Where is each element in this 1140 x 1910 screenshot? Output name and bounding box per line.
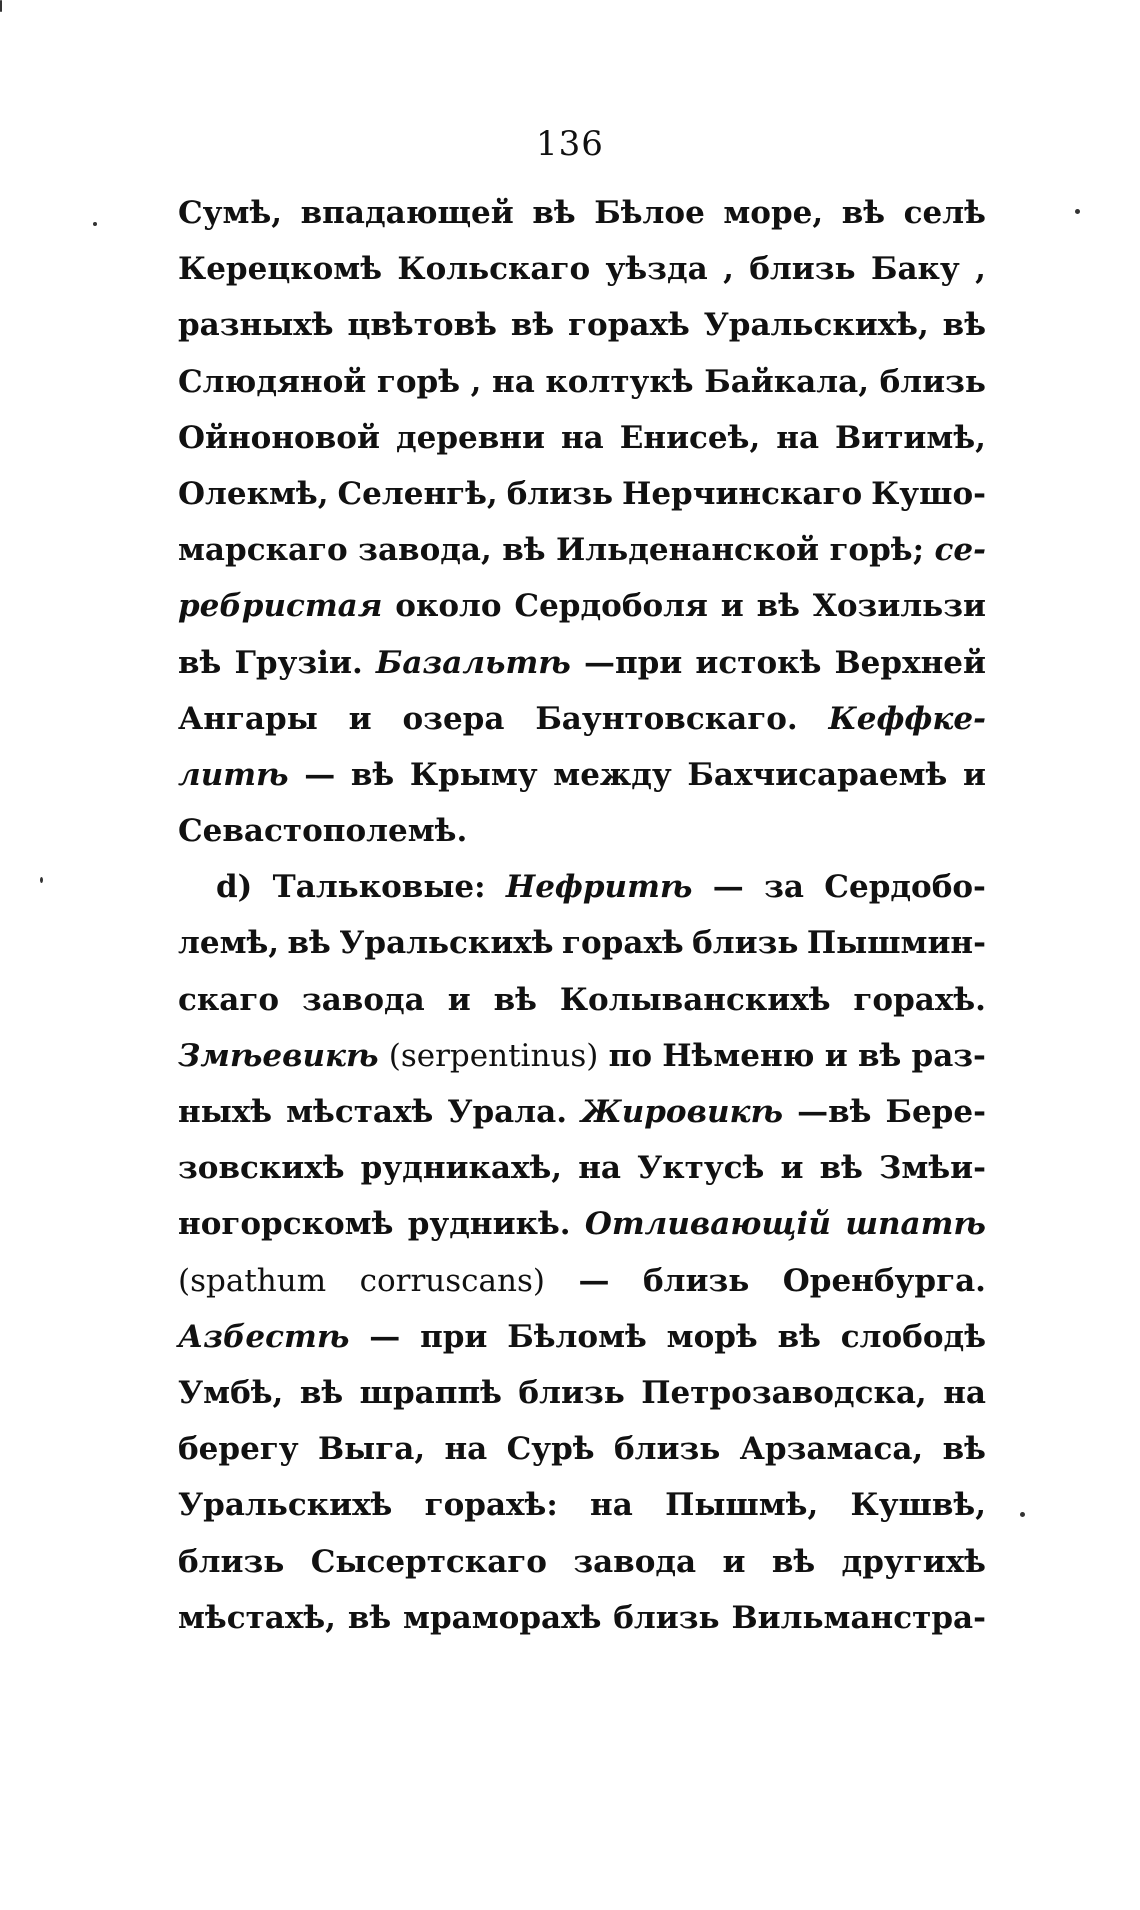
word: Бахчисараемѣ	[687, 756, 948, 793]
page-number: 136	[536, 124, 604, 164]
word: Енисеѣ,	[619, 419, 761, 456]
word: вѣ	[756, 588, 800, 625]
word: вѣ	[532, 195, 576, 231]
word: Уральскихѣ	[178, 1487, 393, 1524]
text-line	[178, 925, 986, 981]
word: шраппѣ	[359, 1374, 502, 1411]
text-line	[178, 645, 986, 701]
word: литѣ	[178, 756, 289, 793]
word: вѣ	[350, 756, 395, 793]
scan-speck	[1020, 1512, 1025, 1517]
text-line	[178, 588, 986, 644]
word: Керецкомѣ	[178, 251, 383, 288]
word: Вильманстра-	[731, 1599, 986, 1636]
word: Выга,	[317, 1431, 426, 1468]
word: за	[764, 869, 804, 906]
text-line	[178, 869, 986, 925]
word: Отливающій	[584, 1206, 831, 1243]
word: Слюдяной	[178, 363, 367, 400]
word: на	[444, 1431, 488, 1468]
text-line	[178, 307, 986, 363]
word: —при	[583, 644, 683, 681]
word: цвѣтовѣ	[347, 307, 497, 344]
word: Пышмѣ,	[665, 1487, 819, 1524]
word: горахѣ	[561, 925, 684, 962]
word: corruscans)	[359, 1262, 545, 1299]
word: Верхней	[834, 644, 986, 681]
word: Олекмѣ,	[178, 475, 329, 512]
word: вѣ	[841, 195, 886, 231]
word: ,	[723, 251, 734, 288]
word: марскаго	[178, 532, 348, 569]
text-line	[178, 195, 986, 251]
word: Грузіи.	[234, 644, 363, 681]
word: вѣ	[347, 1599, 392, 1636]
word: Урала.	[447, 1094, 567, 1130]
word: близь	[642, 1262, 750, 1299]
word: Нефритѣ	[505, 869, 693, 906]
word: близь	[692, 925, 799, 962]
word: горахѣ.	[853, 981, 986, 1018]
word: (spathum	[178, 1262, 327, 1299]
scan-speck	[1075, 209, 1080, 214]
word: близь	[178, 1543, 285, 1580]
word: близь	[518, 1374, 625, 1411]
text-line	[178, 1038, 986, 1094]
word: Сердобо-	[824, 869, 986, 906]
word: рудникѣ.	[407, 1206, 571, 1243]
scan-speck	[40, 877, 43, 883]
word: на	[578, 1150, 621, 1187]
word: Кушвѣ,	[850, 1487, 986, 1524]
word: Жировикѣ	[581, 1094, 784, 1130]
word: на	[590, 1487, 633, 1524]
word: близь	[506, 475, 614, 512]
word: близь	[879, 363, 986, 400]
word: вѣ	[771, 1543, 816, 1580]
word: и	[962, 756, 986, 793]
word: на	[560, 419, 604, 456]
text-line	[178, 1094, 986, 1150]
word: Уральскихѣ	[339, 925, 554, 962]
word: Змѣевикѣ	[178, 1037, 379, 1074]
word: рудникахѣ,	[360, 1150, 563, 1187]
word: Ильденанской	[556, 532, 819, 569]
word: Селенгѣ,	[337, 475, 498, 512]
word: Арзамаса,	[739, 1431, 924, 1468]
text-line	[178, 1544, 986, 1600]
word: —	[712, 869, 744, 906]
word: другихѣ	[841, 1543, 986, 1580]
text-line	[178, 532, 986, 588]
word: деревни	[395, 419, 545, 456]
word: Бере-	[885, 1094, 986, 1130]
word: разныхѣ	[178, 307, 334, 344]
word: берегу	[178, 1431, 299, 1468]
word: раз-	[911, 1037, 986, 1074]
word: вѣ	[857, 1037, 902, 1074]
word: горѣ	[376, 363, 461, 400]
word: Баунтовскаго.	[535, 700, 798, 737]
word: и	[348, 700, 372, 737]
word: Кушо-	[871, 475, 986, 512]
word: Бѣлое	[594, 195, 705, 231]
word: шпатѣ	[845, 1206, 986, 1243]
word: близь	[613, 1431, 721, 1468]
text-line	[178, 813, 986, 869]
word: Кольскаго	[397, 251, 591, 288]
word: озера	[402, 700, 505, 737]
word: вѣ	[287, 925, 331, 962]
text-line	[178, 364, 986, 420]
word: мѣстахѣ	[286, 1094, 434, 1130]
word: завода	[301, 981, 425, 1018]
word: Уктусѣ	[637, 1150, 765, 1187]
word: и	[720, 588, 744, 625]
word: Колыванскихѣ	[559, 981, 831, 1018]
word: море,	[723, 195, 824, 231]
text-line	[178, 251, 986, 307]
word: Тальковые:	[272, 869, 486, 906]
word: Петрозаводска,	[641, 1374, 927, 1411]
text-line	[178, 982, 986, 1038]
word: Крыму	[409, 756, 538, 793]
word: —	[578, 1262, 610, 1299]
word: зовскихѣ	[178, 1150, 345, 1187]
word: Баку	[870, 251, 960, 288]
word: Нѣменю	[662, 1037, 815, 1074]
word: Умбѣ,	[178, 1374, 284, 1411]
word: вѣ	[178, 644, 222, 681]
word: при	[420, 1318, 488, 1355]
word: ныхѣ	[178, 1094, 273, 1130]
word: —	[369, 1318, 401, 1355]
word: вѣ	[942, 1431, 986, 1468]
word: вѣ	[493, 981, 537, 1018]
word: вѣ	[502, 532, 546, 569]
word: вѣ	[819, 1150, 863, 1187]
word: Сердоболя	[514, 588, 708, 625]
word: около	[395, 588, 502, 625]
text-line	[178, 420, 986, 476]
text-line	[178, 1375, 986, 1431]
word: вѣ	[299, 1374, 344, 1411]
word: морѣ	[666, 1318, 758, 1355]
word: завода,	[358, 532, 492, 569]
word: и	[447, 981, 471, 1018]
word: Сысертскаго	[310, 1543, 547, 1580]
word: Змѣи-	[879, 1150, 986, 1187]
word: Сумѣ,	[178, 195, 283, 231]
word: Бѣломѣ	[507, 1318, 647, 1355]
text-line	[178, 1600, 986, 1656]
word: Севастополемѣ.	[178, 813, 468, 850]
word: лемѣ,	[178, 925, 280, 962]
text-line	[178, 1487, 986, 1543]
word: уѣзда	[605, 251, 708, 288]
word: Ойноновой	[178, 419, 380, 456]
word: горѣ;	[829, 532, 925, 569]
word: и	[722, 1543, 746, 1580]
word: горахѣ	[568, 307, 690, 344]
word: между	[553, 756, 672, 793]
word: ,	[470, 363, 482, 400]
word: Пышмин-	[806, 925, 986, 962]
text-line	[178, 1319, 986, 1375]
word: скаго	[178, 981, 280, 1018]
word: на	[943, 1374, 986, 1411]
text-line	[178, 1263, 986, 1319]
scan-speck	[93, 222, 97, 226]
word: близь	[749, 251, 856, 288]
text-line	[178, 476, 986, 532]
scan-speck	[0, 0, 2, 12]
word: горахѣ:	[424, 1487, 558, 1524]
word: Азбестѣ	[178, 1318, 350, 1355]
word: Витимѣ,	[835, 419, 986, 456]
word: d)	[216, 869, 253, 906]
word: Хозильзи	[812, 588, 986, 625]
word: се-	[934, 532, 986, 569]
word: —вѣ	[797, 1094, 872, 1130]
word: по	[608, 1037, 653, 1074]
word: вѣ	[510, 307, 555, 344]
word: ребристая	[178, 588, 383, 625]
word: —	[304, 756, 336, 793]
body-text	[178, 195, 986, 1656]
word: близь	[613, 1599, 720, 1636]
word: Базальтѣ	[375, 644, 571, 681]
text-line	[178, 701, 986, 757]
word: Сурѣ	[506, 1431, 595, 1468]
text-line	[178, 1150, 986, 1206]
word: мраморахѣ	[403, 1599, 602, 1636]
word: Нерчинскаго	[622, 475, 863, 512]
text-line	[178, 1206, 986, 1262]
word: Оренбурга.	[782, 1262, 986, 1299]
word: вѣ	[942, 307, 986, 344]
word: Байкала,	[704, 363, 869, 400]
word: ,	[975, 251, 986, 288]
word: Кеффке-	[828, 700, 986, 737]
word: истокѣ	[695, 644, 822, 681]
word: слободѣ	[840, 1318, 986, 1355]
text-line	[178, 1431, 986, 1487]
word: и	[780, 1150, 804, 1187]
word: мѣстахѣ,	[178, 1599, 336, 1636]
text-line	[178, 757, 986, 813]
word: селѣ	[903, 195, 986, 231]
word: (serpentinus)	[388, 1037, 599, 1074]
word: Уральскихѣ,	[703, 307, 929, 344]
word: вѣ	[777, 1318, 821, 1355]
word: Ангары	[178, 700, 318, 737]
word: впадающей	[300, 195, 514, 231]
word: на	[492, 363, 535, 400]
word: ногорскомѣ	[178, 1206, 394, 1243]
word: и	[824, 1037, 848, 1074]
word: завода	[573, 1543, 697, 1580]
word: колтукѣ	[545, 363, 694, 400]
word: на	[776, 419, 820, 456]
